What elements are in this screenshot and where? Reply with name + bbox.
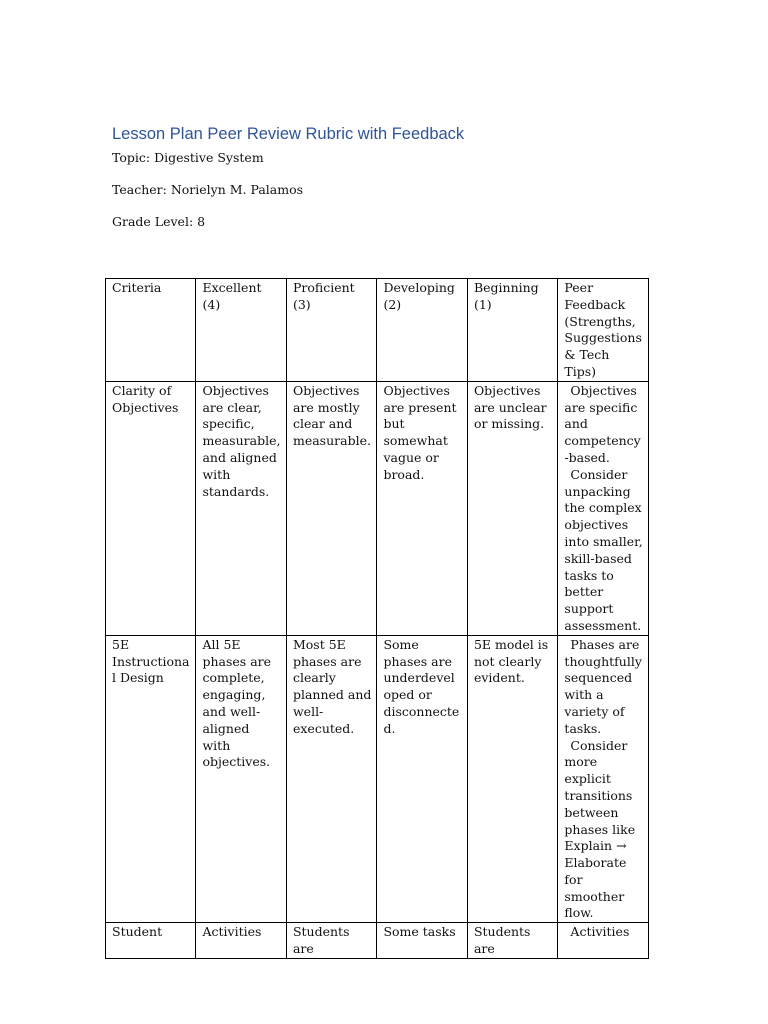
page-title: Lesson Plan Peer Review Rubric with Feedback bbox=[112, 125, 465, 143]
feedback-cell bbox=[558, 381, 649, 635]
excellent-cell: Activities bbox=[196, 923, 286, 959]
table-row bbox=[106, 381, 649, 635]
feedback-cell bbox=[558, 923, 649, 959]
developing-cell: Objectives are present but somewhat vague or broad. bbox=[377, 381, 467, 635]
rubric-table bbox=[105, 278, 649, 959]
feedback-strength: Objectives are specific and competency-based. bbox=[564, 382, 641, 465]
feedback-suggestion: Consider more explicit transitions between phases like Explain → Elaborate for smoother flow. bbox=[564, 737, 636, 921]
criteria-cell: Clarity of Objectives bbox=[106, 381, 196, 635]
feedback-strength: Activities bbox=[570, 924, 630, 940]
beginning-cell: 5E model is not clearly evident. bbox=[467, 635, 557, 923]
feedback-suggestion: Consider unpacking the complex objectives into smaller, skill-based tasks to better support assessment. bbox=[564, 466, 643, 633]
header-criteria: Criteria bbox=[106, 279, 196, 382]
teacher-line: Teacher: Norielyn M. Palamos bbox=[112, 182, 304, 197]
header-beginning: Beginning (1) bbox=[467, 279, 557, 382]
feedback-cell bbox=[558, 635, 649, 923]
header-feedback: Peer Feedback (Strengths, Suggestions & Tech Tips) bbox=[558, 279, 649, 382]
excellent-cell: Objectives are clear, specific, measurable, and aligned with standards. bbox=[196, 381, 286, 635]
topic-line: Topic: Digestive System bbox=[112, 150, 264, 165]
header-proficient: Proficient (3) bbox=[286, 279, 376, 382]
proficient-cell: Students are bbox=[286, 923, 376, 959]
criteria-cell: Student bbox=[106, 923, 196, 959]
proficient-cell: Most 5E phases are clearly planned and well-executed. bbox=[286, 635, 376, 923]
feedback-strength: Phases are thoughtfully sequenced with a variety of tasks. bbox=[564, 636, 642, 736]
grade-level-line: Grade Level: 8 bbox=[112, 214, 206, 229]
criteria-cell: 5E Instructional Design bbox=[106, 635, 196, 923]
beginning-cell: Students are bbox=[467, 923, 557, 959]
table-row bbox=[106, 923, 649, 959]
table-header-row bbox=[106, 279, 649, 382]
excellent-cell: All 5E phases are complete, engaging, and well-aligned with objectives. bbox=[196, 635, 286, 923]
header-excellent: Excellent (4) bbox=[196, 279, 286, 382]
developing-cell: Some phases are underdeveloped or disconnected. bbox=[377, 635, 467, 923]
beginning-cell: Objectives are unclear or missing. bbox=[467, 381, 557, 635]
proficient-cell: Objectives are mostly clear and measurable. bbox=[286, 381, 376, 635]
table-row bbox=[106, 635, 649, 923]
header-developing: Developing (2) bbox=[377, 279, 467, 382]
developing-cell: Some tasks bbox=[377, 923, 467, 959]
